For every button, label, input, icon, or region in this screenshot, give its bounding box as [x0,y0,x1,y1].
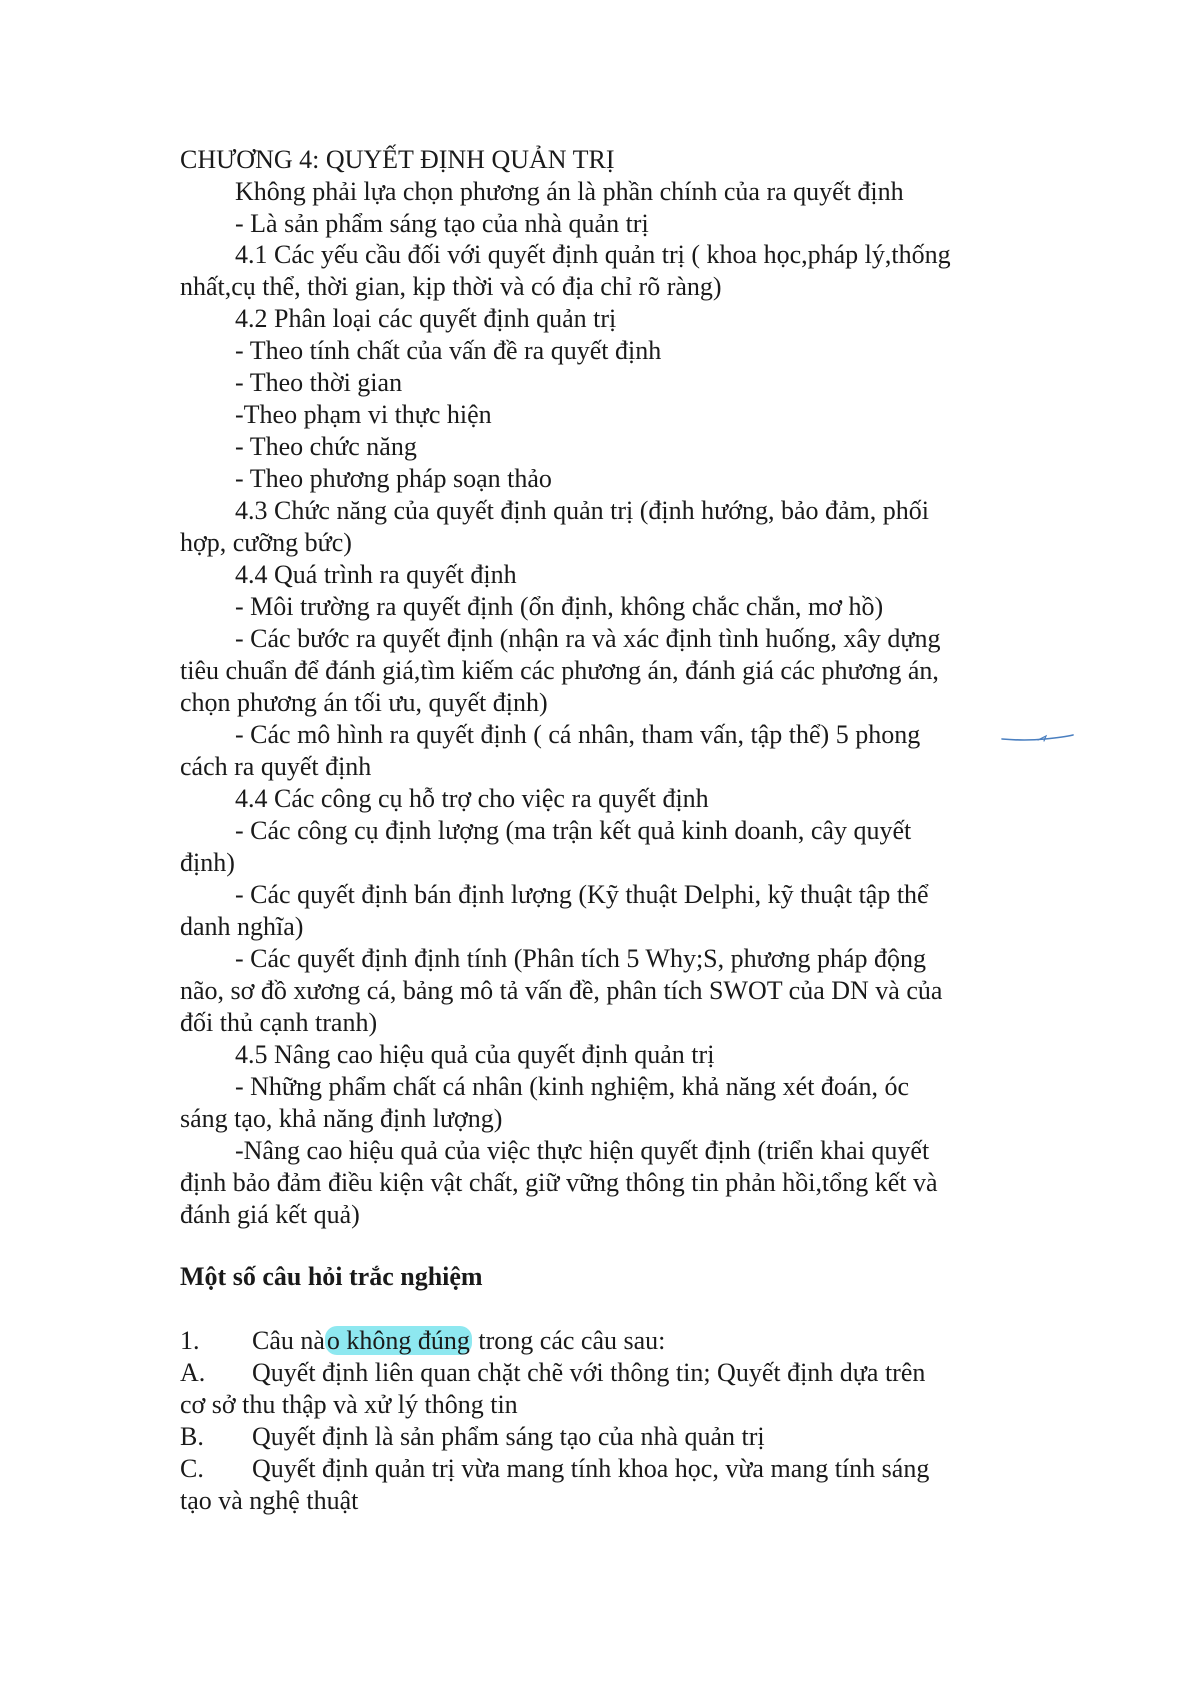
option-a-label: A. [180,1358,206,1387]
question-1-highlight: o không đúng [326,1326,470,1355]
option-c-label: C. [180,1454,204,1483]
section-4-5-item-1-line-1: - Những phẩm chất cá nhân (kinh nghiệm, khả năng xét đoán, óc [235,1072,910,1101]
section-4-5-item-1-line-2: sáng tạo, khả năng định lượng) [180,1104,503,1133]
section-4-3-line-1: 4.3 Chức năng của quyết định quản trị (định hướng, bảo đảm, phối [235,496,929,525]
question-1-text-pre: Câu nà [252,1326,325,1355]
section-4-2-item-3: -Theo phạm vi thực hiện [235,400,492,429]
section-4-4-item-3-line-2: cách ra quyết định [180,752,372,781]
section-4-5-item-2-line-1: -Nâng cao hiệu quả của việc thực hiện quyết định (triển khai quyết [235,1136,930,1165]
section-4-4-heading: 4.4 Quá trình ra quyết định [235,560,517,589]
option-b-text: Quyết định là sản phẩm sáng tạo của nhà quản trị [252,1422,765,1451]
section-4-4-item-1: - Môi trường ra quyết định (ổn định, không chắc chắn, mơ hồ) [235,592,884,621]
section-4-5-item-2-line-2: định bảo đảm điều kiện vật chất, giữ vững thông tin phản hồi,tổng kết và [180,1168,938,1197]
option-b-label: B. [180,1422,204,1451]
question-1-number: 1. [180,1326,200,1355]
section-4-4-item-3-line-1: - Các mô hình ra quyết định ( cá nhân, tham vấn, tập thể) 5 phong [235,720,921,749]
section-4-5-item-2-line-3: đánh giá kết quả) [180,1200,360,1229]
section-4-2-item-1: - Theo tính chất của vấn đề ra quyết định [235,336,662,365]
section-4-4-item-2-line-3: chọn phương án tối ưu, quyết định) [180,688,548,717]
section-4-4b-item-3-line-2: não, sơ đồ xương cá, bảng mô tả vấn đề, phân tích SWOT của DN và của [180,976,943,1005]
option-c-line-2: tạo và nghệ thuật [180,1486,359,1515]
intro-line-2: - Là sản phẩm sáng tạo của nhà quản trị [235,209,649,238]
intro-line-1: Không phải lựa chọn phương án là phần chính của ra quyết định [235,177,904,206]
section-4-2-heading: 4.2 Phân loại các quyết định quản trị [235,304,617,333]
section-4-5-heading: 4.5 Nâng cao hiệu quả của quyết định quản trị [235,1040,715,1069]
section-4-1-line-2: nhất,cụ thể, thời gian, kịp thời và có địa chỉ rõ ràng) [180,272,722,301]
section-4-4-item-2-line-1: - Các bước ra quyết định (nhận ra và xác định tình huống, xây dựng [235,624,941,653]
option-c-line-1: Quyết định quản trị vừa mang tính khoa học, vừa mang tính sáng [252,1454,930,1483]
section-4-3-line-2: hợp, cưỡng bức) [180,528,352,557]
section-4-2-item-5: - Theo phương pháp soạn thảo [235,464,552,493]
section-4-4b-item-3-line-1: - Các quyết định định tính (Phân tích 5 Why;S, phương pháp động [235,944,927,973]
section-4-4b-item-2-line-2: danh nghĩa) [180,912,304,941]
section-4-2-item-4: - Theo chức năng [235,432,417,461]
section-4-4b-item-3-line-3: đối thủ cạnh tranh) [180,1008,378,1037]
chapter-title: CHƯƠNG 4: QUYẾT ĐỊNH QUẢN TRỊ [180,145,615,174]
question-1-text-post: trong các câu sau: [471,1326,666,1355]
option-a-line-1: Quyết định liên quan chặt chẽ với thông tin; Quyết định dựa trên [252,1358,926,1387]
quiz-heading: Một số câu hỏi trắc nghiệm [180,1262,483,1291]
section-4-4b-item-2-line-1: - Các quyết định bán định lượng (Kỹ thuật Delphi, kỹ thuật tập thể [235,880,929,909]
section-4-1-line-1: 4.1 Các yếu cầu đối với quyết định quản trị ( khoa học,pháp lý,thống [235,240,951,269]
section-4-4b-heading: 4.4 Các công cụ hỗ trợ cho việc ra quyết định [235,784,709,813]
section-4-4b-item-1-line-2: định) [180,848,235,877]
section-4-2-item-2: - Theo thời gian [235,368,403,397]
section-4-4b-item-1-line-1: - Các công cụ định lượng (ma trận kết quả kinh doanh, cây quyết [235,816,912,845]
pen-stroke-mark [1000,727,1075,747]
question-1-text [252,1326,665,1356]
option-a-line-2: cơ sở thu thập và xử lý thông tin [180,1390,518,1419]
section-4-4-item-2-line-2: tiêu chuẩn để đánh giá,tìm kiếm các phương án, đánh giá các phương án, [180,656,939,685]
